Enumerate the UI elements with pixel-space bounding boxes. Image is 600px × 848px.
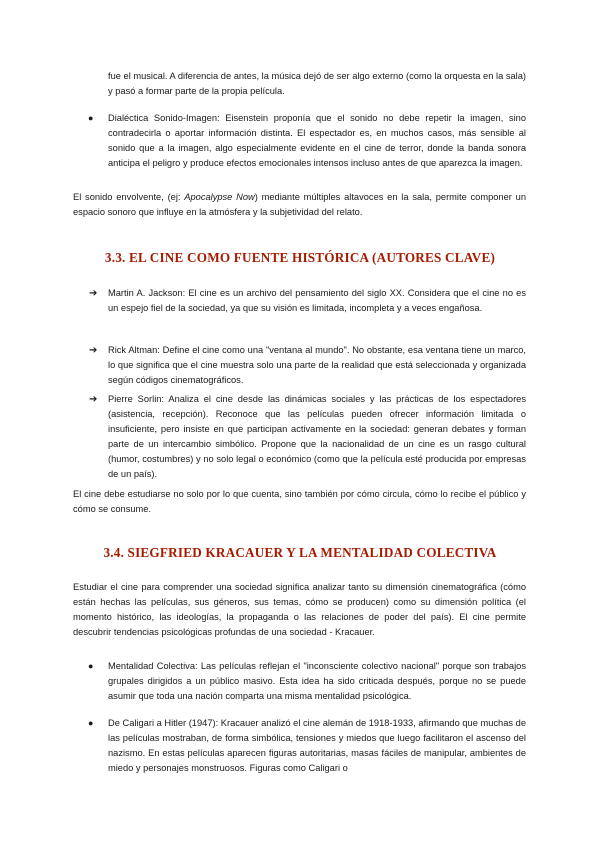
section-3-4-heading: 3.4. SIEGFRIED KRACAUER Y LA MENTALIDAD COLECTIVA	[103, 545, 497, 560]
sorlin-item: Pierre Sorlin: Analiza el cine desde las dinámicas sociales y las prácticas de los espectadores (asistencia, recepción). Reconoce que las películas pueden ofrecer información limitada o insuficiente, pero insiste en que participan activamente en la sociedad: generan debates y forman parte de un intercambio simbólico. Propone que la nacionalidad de un cine es un rasgo cultural (humor, costumbres) y no solo legal o económico (como que la película esté producida por empresas de un país).	[108, 394, 526, 479]
arrow-icon: ➔	[89, 345, 98, 356]
envolvente-text-post: ) mediante múltiples altavoces en la sala, permite componer un espacio sonoro que influye en la atmósfera y la subjetividad del relato.	[73, 192, 526, 217]
bullet-icon: ●	[88, 661, 94, 671]
bullet-icon: ●	[88, 718, 94, 728]
caligari-item: De Caligari a Hitler (1947): Kracauer analizó el cine alemán de 1918-1933, afirmando que muchas de las películas mostraban, de forma simbólica, tensiones y miedos que luego facilitaron el ascenso del nazismo. En estas películas aparecen figuras autoritarias, masas fáciles de manipular, ambientes de miedo y personajes monstruosos. Figuras como Caligari o	[108, 718, 526, 773]
section-3-3-closing: El cine debe estudiarse no solo por lo que cuenta, sino también por cómo circula, cómo lo recibe el público y cómo se consume.	[73, 489, 526, 514]
mentalidad-item: Mentalidad Colectiva: Las películas reflejan el "inconsciente colectivo nacional" porque son trabajos grupales dirigidos a un público masivo. Esta idea ha sido criticada después, porque no se puede asumir que toda una nación comparta una misma mentalidad psicológica.	[108, 661, 526, 701]
dialectica-paragraph: Dialéctica Sonido-Imagen: Eisenstein proponía que el sonido no debe repetir la imagen, sino contradecirla o aportar información distinta. El espectador es, en muchos casos, más sensible al sonido que a la imagen, algo especialmente evidente en el cine de terror, donde la banda sonora anticipa el peligro y produce efectos emocionales intensos incluso antes de que aparezca la imagen.	[108, 113, 526, 168]
envolvente-text-pre: El sonido envolvente, (ej:	[73, 192, 185, 202]
kracauer-intro: Estudiar el cine para comprender una sociedad significa analizar tanto su dimensión cinematográfica (cómo están hechas las películas, sus géneros, sus temas, cómo se producen) como su dimensión política (el momento histórico, las ideologías, la propaganda o las relaciones de poder del país). El cine permite descubrir tendencias psicológicas profundas de una sociedad - Kracauer.	[73, 582, 526, 637]
section-3-3-heading: 3.3. EL CINE COMO FUENTE HISTÓRICA (AUTORES CLAVE)	[104, 250, 496, 265]
musical-paragraph: fue el musical. A diferencia de antes, la música dejó de ser algo externo (como la orquesta en la sala) y pasó a formar parte de la propia película.	[108, 71, 526, 96]
bullet-icon: ●	[88, 113, 94, 123]
arrow-icon: ➔	[89, 394, 98, 405]
altman-item: Rick Altman: Define el cine como una "ventana al mundo". No obstante, esa ventana tiene un marco, lo que significa que el cine muestra solo una parte de la realidad que está seleccionada y organizada según códigos cinematográficos.	[108, 345, 526, 385]
jackson-item: Martin A. Jackson: El cine es un archivo del pensamiento del siglo XX. Considera que el cine no es un espejo fiel de la sociedad, ya que su visión es limitada, incompleta y a veces engañosa.	[108, 288, 526, 313]
film-title: Apocalypse Now	[184, 192, 255, 202]
envolvente-paragraph	[73, 190, 526, 220]
arrow-icon: ➔	[89, 288, 98, 299]
